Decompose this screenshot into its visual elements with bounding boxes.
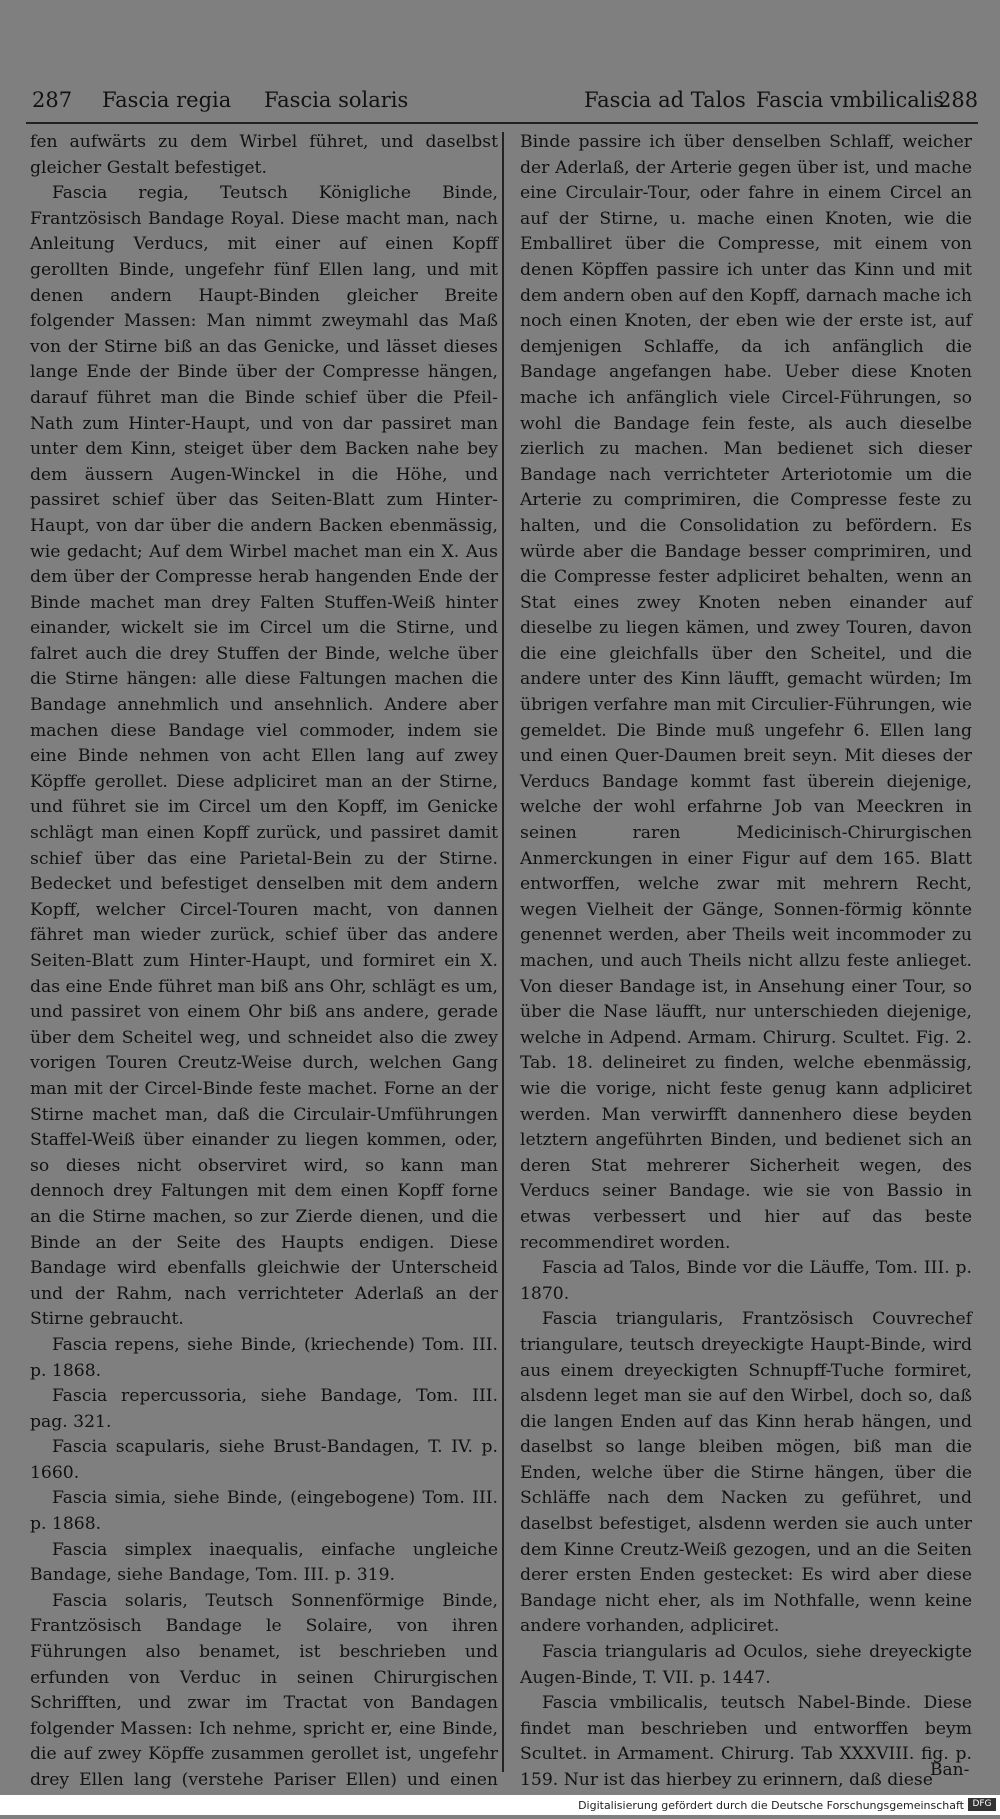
entry-fascia-regia: Fascia regia, Teutsch Königliche Binde, Frantzösisch Bandage Royal. Diese macht man, nach Anleitung Verducs, mit einer auf einen Kopff gerollten Binde, ungefehr fünf Ellen lang, und mit denen andern Haupt-Binden gleicher Breite folgender Massen: Man nimmt zweymahl das Maß von der Stirne biß an das Genicke, und lässet dieses lange Ende der Binde über der Compresse hängen, darauf führet man die Binde schief über die Pfeil-Nath zum Hinter-Haupt, und von dar passiret man unter dem Kinn, steiget über dem Backen nahe bey dem äussern Augen-Winckel in die Höhe, und passiret schief über das Seiten-Blatt zum Hinter-Haupt, von dar über die andern Backen ebenmässig, wie gedacht; Auf dem Wirbel machet man ein X. Aus dem über der Compresse herab hangenden Ende der Binde machet man drey Falten Stuffen-Weiß hinter einander, wickelt sie im Circel um die Stirne, und falret auch die drey Stuffen der Binde, welche über die Stirne hängen: alle diese Faltungen machen die Bandage annehmlich und ansehnlich. Andere aber machen diese Bandage viel commoder, indem sie eine Binde nehmen von acht Ellen lang auf zwey Köpffe gerollet. Diese adpliciret man an der Stirne, und führet sie im Circel um den Kopff, im Genicke schlägt man einen Kopff zurück, und passiret damit schief über das eine Parietal-Bein zu der Stirne. Bedecket und befestiget denselben mit dem andern Kopff, welcher Circel-Touren macht, von dannen fähret man wieder zurück, schief über das andere Seiten-Blatt zum Hinter-Haupt, und formiret ein X. das eine Ende führet man biß ans Ohr, schlägt es um, und passiret von einem Ohr biß ans andere, gerade über dem Scheitel weg, und schneidet also die zwey vorigen Touren Creutz-Weise durch, welchen Gang man mit der Circel-Binde feste machet. Forne an der Stirne machet man, daß die Circulair-Umführungen Staffel-Weiß über einander zu liegen kommen, oder, so dieses nicht observiret wird, so kann man dennoch drey Faltungen mit dem einen Kopff forne an die Stirne machen, so zur Zierde dienen, und die Binde an der Seite des Haupts endigen. Diese Bandage wird ebenfalls gleichwie der Unterscheid und der Rahm, nach verrichteter Aderlaß an der Stirne gebraucht. <box>30 183 498 1330</box>
entry-fascia-solaris: Fascia solaris, Teutsch Sonnenförmige Binde, Frantzösisch Bandage le Solaire, von ihren Führungen also benamet, ist beschrieben und erfunden von Verduc in seinen Chirurgischen Schrifften, und zwar im Tractat von Bandagen folgender Massen: Ich nehme, spricht er, eine Binde, die auf zwey Köpffe zusammen gerollet ist, ungefehr drey Ellen lang (verstehe Pariser Ellen) und einen <box>30 1590 498 1790</box>
entry-fascia-simplex: Fascia simplex inaequalis, einfache ungleiche Bandage, siehe Bandage, Tom. III. p. 319. <box>30 1539 498 1586</box>
paragraph: Binde passire ich über denselben Schlaff, weicher der Aderlaß, der Arterie gegen über ist, und mache eine Circulair-Tour, oder fahre in einem Circel an auf der Stirne, u. mache einen Knoten, wie die Emballiret über die Compresse, mit einem von denen Köpffen passire ich unter das Kinn und mit dem andern oben auf den Kopff, darnach mache ich noch einen Knoten, der eben wie der erste ist, auf demjenigen Schlaffe, da ich anfänglich die Bandage angefangen habe. Ueber diese Knoten mache ich anfänglich viele Circel-Führungen, so wohl die Bandage fein feste, als auch dieselbe zierlich zu machen. Man bedienet sich dieser Bandage nach verrichteter Arteriotomie um die Arterie zu comprimiren, die Compresse feste zu halten, und die Consolidation zu befördern. Es würde aber die Bandage besser comprimiren, und die Compresse fester adpliciret behalten, wenn an Stat eines zwey Knoten neben einander auf dieselbe zu liegen kämen, und zwey Touren, davon die eine gleichfalls über den Scheitel, und die andere unter des Kinn läufft, gemacht würden; Im übrigen verfahre man mit Circulier-Führungen, wie gemeldet. Die Binde muß ungefehr 6. Ellen lang und einen Quer-Daumen breit seyn. Mit dieses der Verducs Bandage kommt fast überein diejenige, welche der wohl erfahrne Job van Meeckren in seinen raren Medicinisch-Chirurgischen Anmerckungen in einer Figur auf dem 165. Blatt entworffen, welche zwar mit mehrern Recht, wegen Vielheit der Gänge, Sonnen-förmig könnte genennet werden, aber Theils weit incommoder zu machen, und auch Theils nicht allzu feste anlieget. Von dieser Bandage ist, in Ansehung einer Tour, so über die Nase läufft, nur unterschieden diejenige, welche in Adpend. Armam. Chirurg. Scultet. Fig. 2. Tab. 18. delineiret zu finden, welche ebenmässig, wie die vorige, nicht feste genug kann adpliciret werden. Man verwirfft dannenhero diese beyden letztern angeführten Binden, und bedienet sich an deren Stat mehrerer Sicherheit wegen, des Verducs seiner Bandage. wie sie von Bassio in etwas verbessert und hier auf das beste recommendiret worden. <box>520 132 972 1253</box>
header-rule <box>26 122 978 124</box>
right-column <box>520 130 972 1794</box>
entry-fascia-vmbilicalis: Fascia vmbilicalis, teutsch Nabel-Binde. Diese findet man beschrieben und entworffen beym Scultet. in Armament. Chirurg. Tab XXXVIII. fig. p. 159. Nur ist das hierbey zu erinnern, daß diese <box>520 1693 972 1790</box>
page-number-left: 287 <box>32 88 73 112</box>
dfg-logo: DFG <box>968 1798 996 1811</box>
header-keyword-right-1: Fascia ad Talos <box>584 88 746 112</box>
left-column <box>30 130 498 1819</box>
footer-bar <box>0 1795 1000 1815</box>
entry-fascia-scapularis: Fascia scapularis, siehe Brust-Bandagen, T. IV. p. 1660. <box>30 1437 498 1483</box>
entry-fascia-ad-talos: Fascia ad Talos, Binde vor die Läuffe, Tom. III. p. 1870. <box>520 1258 972 1304</box>
entry-fascia-repercussoria: Fascia repercussoria, siehe Bandage, Tom. III. pag. 321. <box>30 1386 498 1432</box>
header-keyword-right-2: Fascia vmbilicalis <box>756 88 944 112</box>
entry-fascia-triangularis-oculos: Fascia triangularis ad Oculos, siehe dreyeckigte Augen-Binde, T. VII. p. 1447. <box>520 1642 972 1688</box>
header-keyword-left-1: Fascia regia <box>102 88 232 112</box>
paragraph: fen aufwärts zu dem Wirbel führet, und daselbst gleicher Gestalt befestiget. <box>30 132 498 178</box>
running-header <box>28 84 978 120</box>
entry-fascia-triangularis: Fascia triangularis, Frantzösisch Couvrechef triangulare, teutsch dreyeckigte Haupt-Binde, wird aus einem dreyeckigten Schnupff-Tuche formiret, alsdenn leget man sie auf den Wirbel, doch so, daß die langen Enden auf das Kinn herab hängen, und daselbst so lange bleiben mögen, biß man die Enden, welche über die Stirne hängen, über die Schläffe nach dem Nacken zu geführet, und daselbst befestiget, alsdenn werden sie auch unter dem Kinne Creutz-Weiß gezogen, und an die Seiten derer ersten Enden gestecket: Es wird aber diese Bandage nicht eher, als im Nothfalle, wenn keine andere vorhanden, adpliciret. <box>520 1309 972 1637</box>
column-divider <box>502 132 504 1772</box>
footer-credit: Digitalisierung gefördert durch die Deutsche Forschungsgemeinschaft <box>578 1799 964 1812</box>
catchword: Ban- <box>930 1760 970 1780</box>
entry-fascia-simia: Fascia simia, siehe Binde, (eingebogene) Tom. III. p. 1868. <box>30 1488 498 1535</box>
entry-fascia-repens: Fascia repens, siehe Binde, (kriechende) Tom. III. p. 1868. <box>30 1334 498 1381</box>
page-number-right: 288 <box>938 88 979 112</box>
header-keyword-left-2: Fascia solaris <box>264 88 409 112</box>
